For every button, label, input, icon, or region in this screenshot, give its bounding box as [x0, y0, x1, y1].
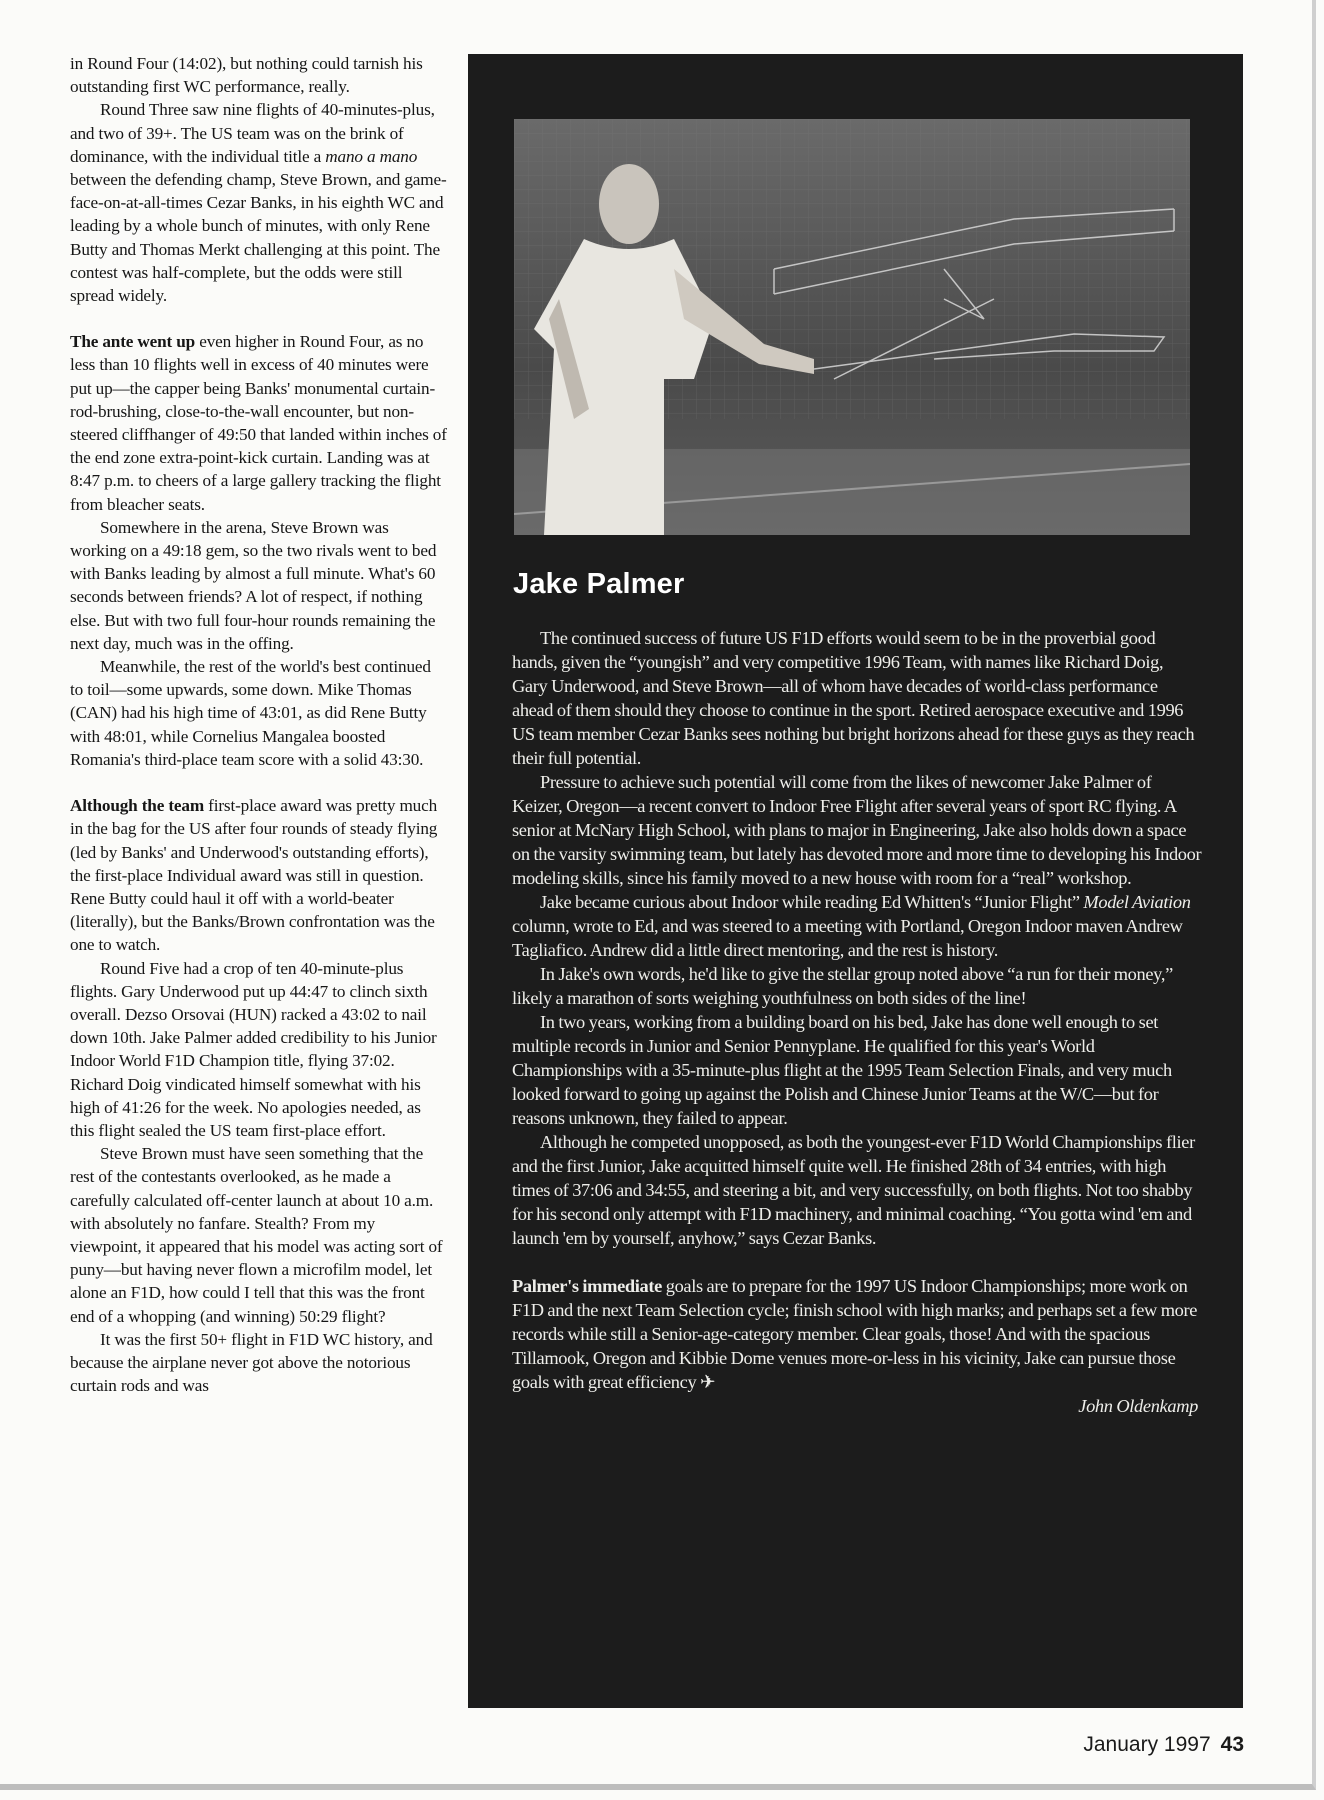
- text: even higher in Round Four, as no less than 10 flights well in excess of 40 minutes were put up—the capper being Banks' monumental curtain-rod-brushing, close-to-the-wall encounter, but non-steered cliffhanger of 49:50 that landed within inches of the end zone extra-point-kick curtain. Landing was at 8:47 p.m. to cheers of a large gallery tracking the flight from bleacher seats.: [70, 332, 447, 514]
- italic-text: Model Aviation: [1083, 892, 1191, 912]
- paragraph: Although he competed unopposed, as both the youngest-ever F1D World Championships flier and the first Junior, Jake acquitted himself quite well. He finished 28th of 34 entries, with high times of 37:06 and 34:55, and steering a bit, and very successfully, on both flights. Not too shabby for his second only attempt with F1D machinery, and minimal coaching. “You gotta wind 'em and launch 'em by yourself, anyhow,” says Cezar Banks.: [512, 1132, 1195, 1248]
- author-byline: John Oldenkamp: [1078, 1396, 1198, 1416]
- sidebar-body: [512, 626, 1202, 1418]
- paragraph: The continued success of future US F1D efforts would seem to be in the proverbial good hands, given the “youngish” and very competitive 1996 Team, with names like Richard Doig, Gary Underwood, and Steve Brown—all of whom have decades of world-class performance ahead of them should they choose to continue in the sport. Retired aerospace executive and 1996 US team member Cezar Banks sees nothing but bright horizons ahead for these guys as they reach their full potential.: [512, 628, 1195, 768]
- lead-in: Palmer's immediate: [512, 1276, 662, 1296]
- paragraph: in Round Four (14:02), but nothing could tarnish his outstanding first WC performance, really.: [70, 54, 423, 97]
- text: between the defending champ, Steve Brown, and game-face-on-at-all-times Cezar Banks, in his eighth WC and leading by a whole bunch of minutes, with only Rene Butty and Thomas Merkt challenging at this point. The contest was half-complete, but the odds were still spread widely.: [70, 170, 447, 306]
- paragraph: In Jake's own words, he'd like to give the stellar group noted above “a run for their money,” likely a marathon of sorts weighing youthfulness on both sides of the line!: [512, 964, 1173, 1008]
- italic-text: mano a mano: [325, 146, 418, 166]
- profile-sidebar: [468, 54, 1243, 1708]
- photo-jake-palmer-with-model: [514, 119, 1190, 535]
- text: first-place award was pretty much in the bag for the US after four rounds of steady flying (led by Banks' and Underwood's outstanding efforts), the first-place Individual award was still in question. Rene Butty could haul it off with a world-beater (literally), but the Banks/Brown confrontation was the one to watch.: [70, 796, 438, 955]
- paragraph: Steve Brown must have seen something that the rest of the contestants overlooked, as he made a carefully calculated off-center launch at about 10 a.m. with absolutely no fanfare. Stealth? From my viewpoint, it appeared that his model was acting sort of puny—but having never flown a microfilm model, let alone an F1D, how could I tell that this was the front end of a whopping (and winning) 50:29 flight?: [70, 1144, 443, 1326]
- text: goals are to prepare for the 1997 US Indoor Championships; more work on F1D and the next Team Selection cycle; finish school with high marks; and perhaps set a few more records while still a Senior-age-category member. Clear goals, those! And with the spacious Tillamook, Oregon and Kibbie Dome venues more-or-less in his vicinity, Jake can pursue those goals with great efficiency: [512, 1276, 1198, 1392]
- paragraph: Somewhere in the arena, Steve Brown was working on a 49:18 gem, so the two rivals went to bed with Banks leading by almost a full minute. What's 60 seconds between friends? A lot of respect, if nothing else. But with two full four-hour rounds remaining the next day, much was in the offing.: [70, 517, 437, 653]
- text: Round Three saw nine flights of 40-minutes-plus, and two of 39+. The US team was on the brink of dominance, with the individual title a: [70, 100, 435, 166]
- airplane-end-mark-icon: ✈: [700, 1372, 716, 1392]
- paragraph: [70, 98, 448, 307]
- paragraph: Meanwhile, the rest of the world's best continued to toil—some upwards, some down. Mike Thomas (CAN) had his high time of 43:01, as did Rene Butty with 48:01, while Cornelius Mangalea boosted Romania's third-place team score with a solid 43:30.: [70, 657, 431, 769]
- left-article-column: [70, 52, 448, 1397]
- page-footer: [1040, 1733, 1244, 1757]
- paragraph: In two years, working from a building board on his bed, Jake has done well enough to set multiple records in Junior and Senior Pennyplane. He qualified for this year's World Championships with a 35-minute-plus flight at the 1995 Team Selection Finals, and very much looked forward to going up against the Polish and Chinese Junior Teams at the W/C—but for reasons unknown, they failed to appear.: [512, 1012, 1172, 1128]
- photo-illustration: [514, 119, 1190, 535]
- paragraph: [70, 794, 448, 956]
- paragraph: [512, 1274, 1202, 1394]
- paragraph: Pressure to achieve such potential will come from the likes of newcomer Jake Palmer of Keizer, Oregon—a recent convert to Indoor Free Flight after several years of sport RC flying. A senior at McNary High School, with plans to major in Engineering, Jake also holds down a space on the varsity swimming team, but lately has devoted more and more time to developing his Indoor modeling skills, since his family moved to a new house with room for a “real” workshop.: [512, 772, 1202, 888]
- paragraph: [512, 890, 1202, 962]
- text: column, wrote to Ed, and was steered to a meeting with Portland, Oregon Indoor maven Andrew Tagliafico. Andrew did a little direct mentoring, and the rest is history.: [512, 916, 1183, 960]
- issue-date: January 1997: [1083, 1733, 1211, 1756]
- sidebar-title: Jake Palmer: [513, 568, 685, 600]
- paragraph: [70, 330, 448, 516]
- page-number: 43: [1220, 1733, 1244, 1756]
- paragraph: It was the first 50+ flight in F1D WC history, and because the airplane never got above the notorious curtain rods and was: [70, 1329, 433, 1396]
- lead-in: The ante went up: [70, 332, 196, 352]
- text: Jake became curious about Indoor while reading Ed Whitten's “Junior Flight”: [540, 892, 1084, 912]
- lead-in: Although the team: [70, 796, 204, 816]
- paragraph: Round Five had a crop of ten 40-minute-plus flights. Gary Underwood put up 44:47 to clinch sixth overall. Dezso Orsovai (HUN) racked a 43:02 to nail down 10th. Jake Palmer added credibility to his Junior Indoor World F1D Champion title, flying 37:02. Richard Doig vindicated himself somewhat with his high of 41:26 for the week. No apologies needed, as this flight sealed the US team first-place effort.: [70, 958, 437, 1140]
